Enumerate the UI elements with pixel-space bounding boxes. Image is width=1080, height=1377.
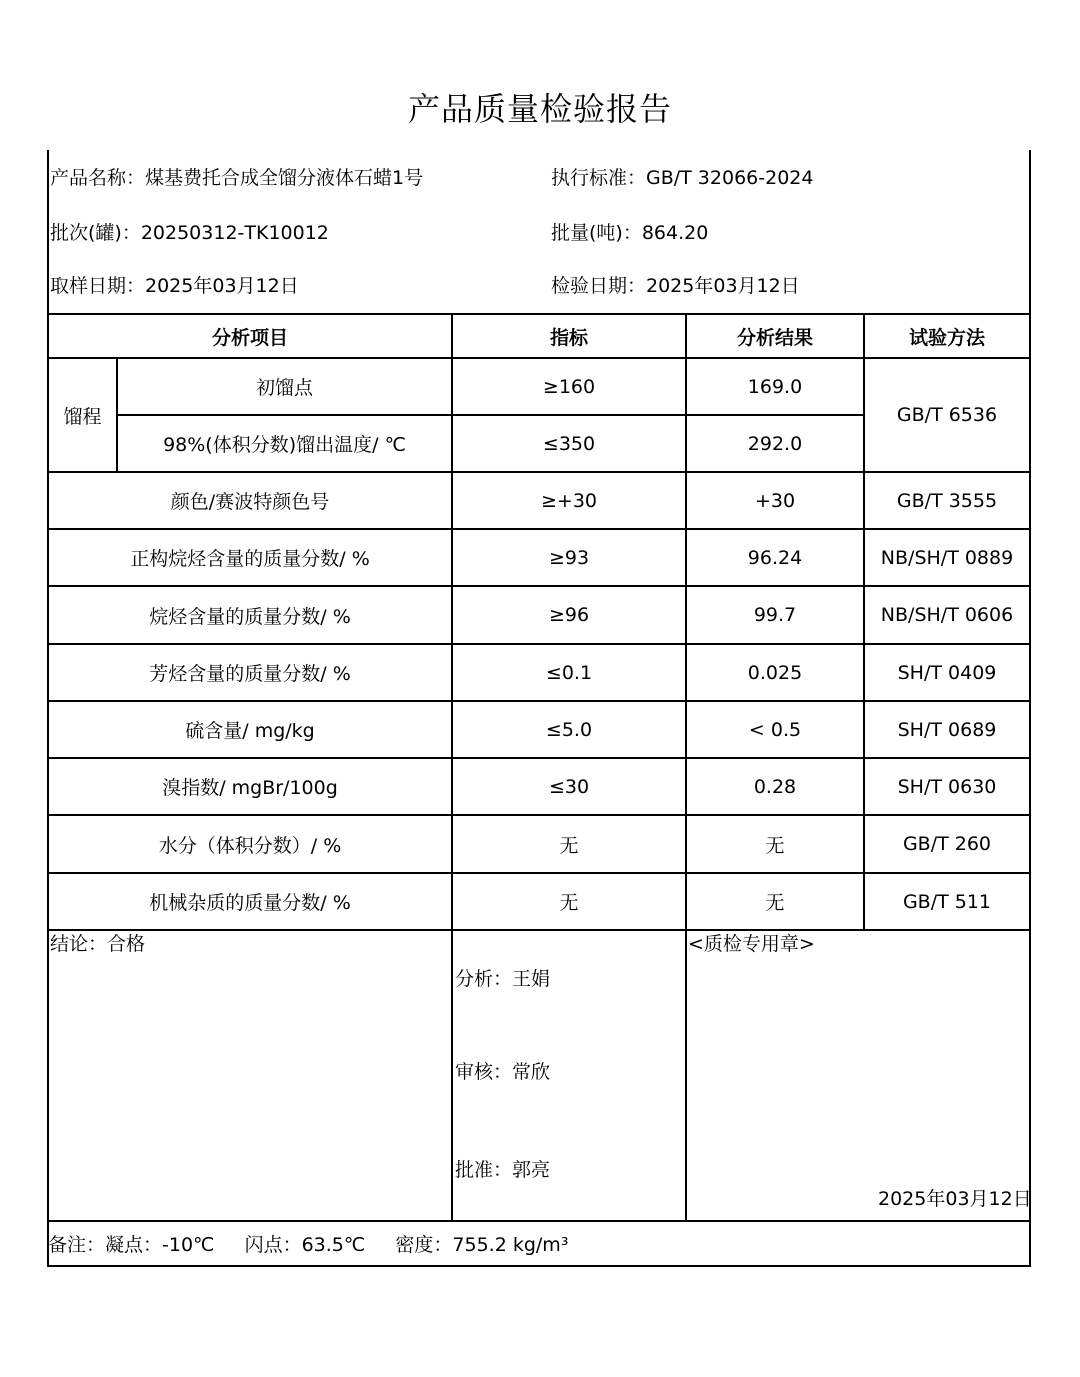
row-spec: ≥+30	[540, 489, 598, 512]
header-item: 分析项目	[211, 326, 288, 349]
dist-method: GB/T 6536	[896, 404, 998, 426]
header-method: 试验方法	[908, 326, 985, 349]
quantity: 批量(吨)：864.20	[551, 222, 709, 244]
row-method: GB/T 260	[902, 833, 992, 855]
row-method: SH/T 0630	[897, 775, 997, 798]
row-spec: ≤0.1	[545, 661, 593, 684]
row-result: 96.24	[747, 546, 803, 569]
row-result: 0.025	[747, 661, 803, 684]
row-line	[47, 929, 1031, 931]
seal-label: <质检专用章>	[688, 933, 815, 955]
row-item: 颜色/赛波特颜色号	[170, 491, 330, 513]
standard: 执行标准：GB/T 32066-2024	[551, 167, 814, 189]
row-method: GB/T 511	[902, 890, 992, 913]
seal-date: 2025年03月12日	[878, 1188, 1032, 1210]
approver: 批准：郭亮	[455, 1159, 551, 1181]
distillation-group: 馏程	[63, 405, 102, 428]
border-bottom	[47, 1265, 1031, 1267]
row-method: NB/SH/T 0606	[880, 604, 1014, 626]
row-spec: ≥93	[548, 546, 590, 569]
row-item: 正构烷烃含量的质量分数/ %	[130, 548, 370, 570]
row-item: 机械杂质的质量分数/ %	[149, 892, 351, 914]
dist-item: 98%(体积分数)馏出温度/ ℃	[163, 434, 406, 456]
row-method: SH/T 0689	[897, 718, 997, 741]
test-date: 检验日期：2025年03月12日	[551, 275, 800, 297]
border-right	[1029, 150, 1031, 1267]
dist-item: 初馏点	[255, 377, 313, 399]
analyst: 分析：王娟	[455, 968, 551, 990]
row-item: 芳烃含量的质量分数/ %	[149, 663, 351, 685]
row-result: 无	[765, 892, 785, 914]
reviewer: 审核：常欣	[455, 1061, 551, 1083]
row-method: SH/T 0409	[897, 661, 997, 684]
row-method: GB/T 3555	[896, 489, 998, 512]
row-item: 溴指数/ mgBr/100g	[162, 777, 338, 799]
dist-result: 169.0	[747, 375, 803, 398]
batch: 批次(罐)：20250312-TK10012	[50, 222, 329, 244]
dist-result: 292.0	[747, 432, 803, 455]
row-result: 无	[765, 834, 785, 857]
product-name: 产品名称：煤基费托合成全馏分液体石蜡1号	[50, 167, 424, 189]
row-method: NB/SH/T 0889	[880, 546, 1014, 569]
row-spec: ≥96	[548, 604, 590, 626]
conclusion: 结论：合格	[50, 933, 146, 955]
row-item: 烷烃含量的质量分数/ %	[149, 605, 351, 628]
row-spec: ≤5.0	[545, 718, 593, 741]
remark: 备注：凝点：-10℃ 闪点：63.5℃ 密度：755.2 kg/m³	[48, 1234, 569, 1256]
row-spec: ≤30	[548, 775, 590, 798]
sample-date: 取样日期：2025年03月12日	[50, 275, 299, 297]
row-result: < 0.5	[748, 718, 802, 741]
row-item: 水分（体积分数）/ %	[158, 834, 342, 857]
row-result: 0.28	[753, 775, 797, 798]
report-title: 产品质量检验报告	[407, 90, 672, 128]
dist-spec: ≤350	[542, 432, 596, 455]
row-result: 99.7	[753, 604, 797, 626]
row-item: 硫含量/ mg/kg	[185, 720, 315, 742]
row-spec: 无	[559, 892, 579, 914]
row-result: +30	[754, 489, 796, 512]
row-spec: 无	[559, 834, 579, 857]
header-spec: 指标	[549, 326, 588, 349]
header-result: 分析结果	[736, 326, 813, 349]
dist-spec: ≥160	[542, 375, 596, 398]
remark-top-line	[47, 1220, 1031, 1222]
